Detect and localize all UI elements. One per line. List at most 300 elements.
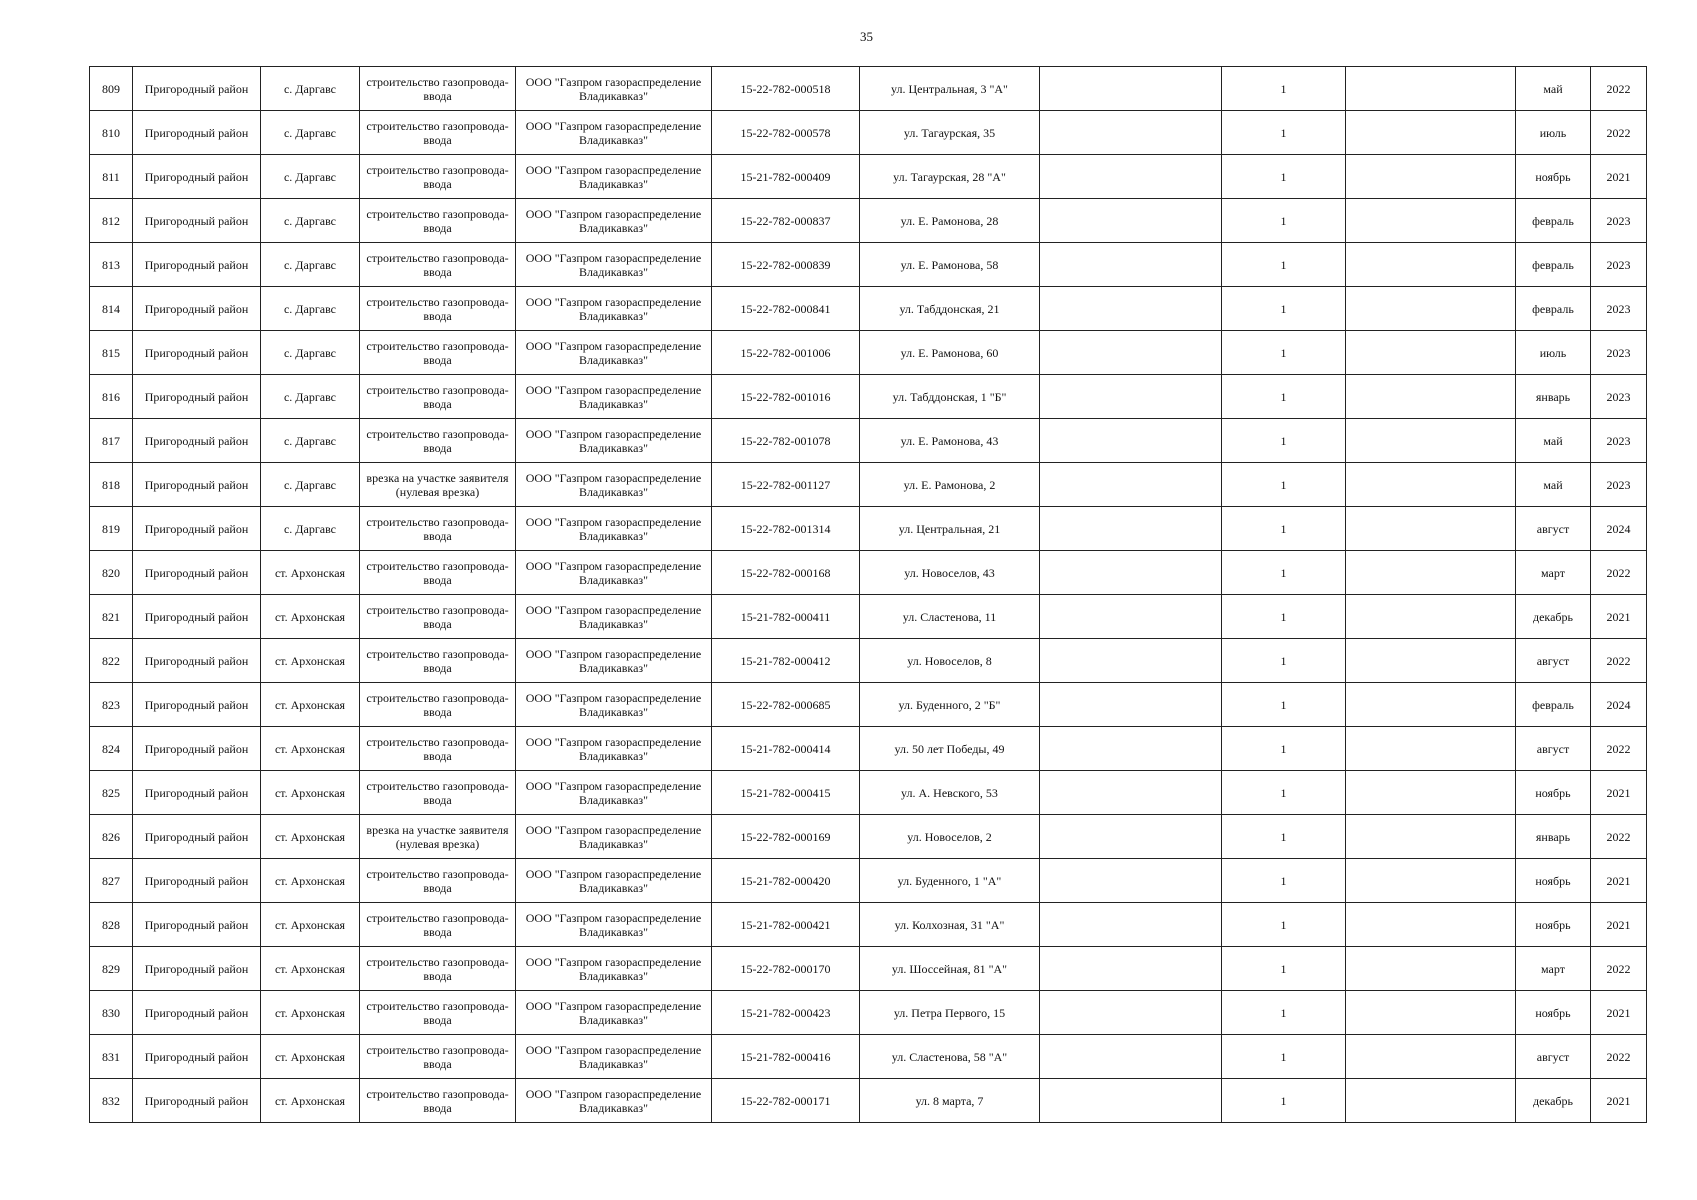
month-cell: ноябрь [1516, 859, 1591, 903]
row-number-cell: 831 [90, 1035, 133, 1079]
quantity-cell: 1 [1222, 287, 1346, 331]
page-number: 35 [860, 29, 873, 44]
work-type-cell: строительство газопровода-ввода [360, 639, 516, 683]
table-row [90, 375, 1647, 419]
work-type-cell: строительство газопровода-ввода [360, 287, 516, 331]
table-row [90, 67, 1647, 111]
row-number-cell: 818 [90, 463, 133, 507]
quantity-cell: 1 [1222, 199, 1346, 243]
empty-cell [1346, 243, 1516, 287]
request-code-cell: 15-22-782-000685 [712, 683, 860, 727]
settlement-cell: с. Даргавс [261, 419, 360, 463]
organization-cell: ООО "Газпром газораспределение Владикавказ" [516, 859, 712, 903]
table-row [90, 815, 1647, 859]
table-body [90, 67, 1647, 1123]
month-cell: март [1516, 551, 1591, 595]
district-cell: Пригородный район [133, 815, 261, 859]
month-cell: август [1516, 1035, 1591, 1079]
empty-cell [1346, 683, 1516, 727]
gasification-table [89, 66, 1647, 1123]
work-type-cell: строительство газопровода-ввода [360, 595, 516, 639]
table-row [90, 1035, 1647, 1079]
address-cell: ул. Петра Первого, 15 [860, 991, 1040, 1035]
settlement-cell: с. Даргавс [261, 331, 360, 375]
quantity-cell: 1 [1222, 507, 1346, 551]
work-type-cell: строительство газопровода-ввода [360, 331, 516, 375]
month-cell: июль [1516, 331, 1591, 375]
month-cell: ноябрь [1516, 903, 1591, 947]
empty-cell [1346, 771, 1516, 815]
row-number-cell: 813 [90, 243, 133, 287]
request-code-cell: 15-21-782-000415 [712, 771, 860, 815]
table-row [90, 771, 1647, 815]
work-type-cell: строительство газопровода-ввода [360, 199, 516, 243]
row-number-cell: 826 [90, 815, 133, 859]
organization-cell: ООО "Газпром газораспределение Владикавказ" [516, 771, 712, 815]
empty-cell [1346, 111, 1516, 155]
empty-cell [1346, 815, 1516, 859]
work-type-cell: строительство газопровода-ввода [360, 859, 516, 903]
empty-cell [1346, 551, 1516, 595]
quantity-cell: 1 [1222, 947, 1346, 991]
quantity-cell: 1 [1222, 155, 1346, 199]
empty-cell [1346, 991, 1516, 1035]
settlement-cell: с. Даргавс [261, 463, 360, 507]
work-type-cell: строительство газопровода-ввода [360, 727, 516, 771]
district-cell: Пригородный район [133, 331, 261, 375]
address-cell: ул. Шоссейная, 81 "А" [860, 947, 1040, 991]
address-cell: ул. Новоселов, 8 [860, 639, 1040, 683]
quantity-cell: 1 [1222, 243, 1346, 287]
district-cell: Пригородный район [133, 639, 261, 683]
settlement-cell: ст. Архонская [261, 815, 360, 859]
work-type-cell: строительство газопровода-ввода [360, 771, 516, 815]
empty-cell [1346, 419, 1516, 463]
empty-cell [1346, 639, 1516, 683]
empty-cell [1040, 551, 1222, 595]
year-cell: 2021 [1591, 1079, 1647, 1123]
empty-cell [1040, 859, 1222, 903]
row-number-cell: 815 [90, 331, 133, 375]
month-cell: август [1516, 507, 1591, 551]
row-number-cell: 814 [90, 287, 133, 331]
year-cell: 2023 [1591, 375, 1647, 419]
district-cell: Пригородный район [133, 199, 261, 243]
district-cell: Пригородный район [133, 155, 261, 199]
table-row [90, 551, 1647, 595]
empty-cell [1040, 199, 1222, 243]
quantity-cell: 1 [1222, 111, 1346, 155]
request-code-cell: 15-22-782-000837 [712, 199, 860, 243]
row-number-cell: 816 [90, 375, 133, 419]
year-cell: 2021 [1591, 903, 1647, 947]
address-cell: ул. Буденного, 2 "Б" [860, 683, 1040, 727]
address-cell: ул. 50 лет Победы, 49 [860, 727, 1040, 771]
table-row [90, 111, 1647, 155]
work-type-cell: строительство газопровода-ввода [360, 507, 516, 551]
request-code-cell: 15-22-782-000171 [712, 1079, 860, 1123]
request-code-cell: 15-21-782-000411 [712, 595, 860, 639]
month-cell: март [1516, 947, 1591, 991]
organization-cell: ООО "Газпром газораспределение Владикавказ" [516, 199, 712, 243]
empty-cell [1346, 859, 1516, 903]
request-code-cell: 15-22-782-001078 [712, 419, 860, 463]
settlement-cell: с. Даргавс [261, 155, 360, 199]
empty-cell [1040, 991, 1222, 1035]
settlement-cell: ст. Архонская [261, 1035, 360, 1079]
organization-cell: ООО "Газпром газораспределение Владикавказ" [516, 111, 712, 155]
organization-cell: ООО "Газпром газораспределение Владикавказ" [516, 287, 712, 331]
district-cell: Пригородный район [133, 243, 261, 287]
table-row [90, 859, 1647, 903]
settlement-cell: с. Даргавс [261, 111, 360, 155]
year-cell: 2022 [1591, 947, 1647, 991]
settlement-cell: с. Даргавс [261, 375, 360, 419]
address-cell: ул. Е. Рамонова, 28 [860, 199, 1040, 243]
settlement-cell: ст. Архонская [261, 1079, 360, 1123]
organization-cell: ООО "Газпром газораспределение Владикавказ" [516, 595, 712, 639]
table-row [90, 419, 1647, 463]
empty-cell [1040, 67, 1222, 111]
work-type-cell: строительство газопровода-ввода [360, 903, 516, 947]
request-code-cell: 15-21-782-000414 [712, 727, 860, 771]
year-cell: 2022 [1591, 815, 1647, 859]
empty-cell [1040, 595, 1222, 639]
empty-cell [1346, 67, 1516, 111]
organization-cell: ООО "Газпром газораспределение Владикавказ" [516, 815, 712, 859]
quantity-cell: 1 [1222, 551, 1346, 595]
table-row [90, 991, 1647, 1035]
table-row [90, 1079, 1647, 1123]
year-cell: 2023 [1591, 331, 1647, 375]
district-cell: Пригородный район [133, 991, 261, 1035]
month-cell: август [1516, 639, 1591, 683]
organization-cell: ООО "Газпром газораспределение Владикавказ" [516, 991, 712, 1035]
address-cell: ул. Новоселов, 43 [860, 551, 1040, 595]
organization-cell: ООО "Газпром газораспределение Владикавказ" [516, 67, 712, 111]
address-cell: ул. Сластенова, 58 "А" [860, 1035, 1040, 1079]
quantity-cell: 1 [1222, 639, 1346, 683]
year-cell: 2022 [1591, 67, 1647, 111]
district-cell: Пригородный район [133, 595, 261, 639]
row-number-cell: 832 [90, 1079, 133, 1123]
request-code-cell: 15-22-782-001006 [712, 331, 860, 375]
year-cell: 2022 [1591, 111, 1647, 155]
settlement-cell: ст. Архонская [261, 595, 360, 639]
organization-cell: ООО "Газпром газораспределение Владикавказ" [516, 639, 712, 683]
year-cell: 2024 [1591, 683, 1647, 727]
row-number-cell: 827 [90, 859, 133, 903]
year-cell: 2021 [1591, 859, 1647, 903]
table-row [90, 463, 1647, 507]
empty-cell [1346, 375, 1516, 419]
district-cell: Пригородный район [133, 683, 261, 727]
request-code-cell: 15-22-782-001314 [712, 507, 860, 551]
table-row [90, 287, 1647, 331]
empty-cell [1346, 1035, 1516, 1079]
organization-cell: ООО "Газпром газораспределение Владикавказ" [516, 155, 712, 199]
empty-cell [1040, 287, 1222, 331]
address-cell: ул. Центральная, 21 [860, 507, 1040, 551]
work-type-cell: врезка на участке заявителя (нулевая врезка) [360, 463, 516, 507]
request-code-cell: 15-22-782-000518 [712, 67, 860, 111]
month-cell: февраль [1516, 287, 1591, 331]
work-type-cell: строительство газопровода-ввода [360, 243, 516, 287]
organization-cell: ООО "Газпром газораспределение Владикавказ" [516, 947, 712, 991]
district-cell: Пригородный район [133, 1079, 261, 1123]
address-cell: ул. Новоселов, 2 [860, 815, 1040, 859]
empty-cell [1346, 155, 1516, 199]
quantity-cell: 1 [1222, 903, 1346, 947]
empty-cell [1346, 595, 1516, 639]
month-cell: ноябрь [1516, 771, 1591, 815]
row-number-cell: 809 [90, 67, 133, 111]
empty-cell [1040, 1079, 1222, 1123]
year-cell: 2023 [1591, 199, 1647, 243]
quantity-cell: 1 [1222, 727, 1346, 771]
month-cell: июль [1516, 111, 1591, 155]
address-cell: ул. Тагаурская, 35 [860, 111, 1040, 155]
work-type-cell: строительство газопровода-ввода [360, 947, 516, 991]
request-code-cell: 15-22-782-001127 [712, 463, 860, 507]
address-cell: ул. 8 марта, 7 [860, 1079, 1040, 1123]
empty-cell [1040, 903, 1222, 947]
district-cell: Пригородный район [133, 419, 261, 463]
table-row [90, 155, 1647, 199]
work-type-cell: строительство газопровода-ввода [360, 67, 516, 111]
empty-cell [1346, 1079, 1516, 1123]
table-row [90, 595, 1647, 639]
request-code-cell: 15-21-782-000420 [712, 859, 860, 903]
empty-cell [1040, 243, 1222, 287]
month-cell: январь [1516, 375, 1591, 419]
settlement-cell: ст. Архонская [261, 683, 360, 727]
row-number-cell: 817 [90, 419, 133, 463]
row-number-cell: 822 [90, 639, 133, 683]
address-cell: ул. Сластенова, 11 [860, 595, 1040, 639]
request-code-cell: 15-21-782-000409 [712, 155, 860, 199]
empty-cell [1346, 463, 1516, 507]
year-cell: 2021 [1591, 991, 1647, 1035]
quantity-cell: 1 [1222, 375, 1346, 419]
organization-cell: ООО "Газпром газораспределение Владикавказ" [516, 463, 712, 507]
year-cell: 2022 [1591, 1035, 1647, 1079]
quantity-cell: 1 [1222, 67, 1346, 111]
empty-cell [1040, 375, 1222, 419]
table-row [90, 199, 1647, 243]
district-cell: Пригородный район [133, 111, 261, 155]
quantity-cell: 1 [1222, 1035, 1346, 1079]
year-cell: 2021 [1591, 771, 1647, 815]
quantity-cell: 1 [1222, 859, 1346, 903]
row-number-cell: 825 [90, 771, 133, 815]
month-cell: август [1516, 727, 1591, 771]
settlement-cell: с. Даргавс [261, 243, 360, 287]
month-cell: май [1516, 419, 1591, 463]
district-cell: Пригородный район [133, 67, 261, 111]
organization-cell: ООО "Газпром газораспределение Владикавказ" [516, 375, 712, 419]
address-cell: ул. Е. Рамонова, 2 [860, 463, 1040, 507]
address-cell: ул. Табддонская, 1 "Б" [860, 375, 1040, 419]
settlement-cell: ст. Архонская [261, 771, 360, 815]
request-code-cell: 15-21-782-000416 [712, 1035, 860, 1079]
year-cell: 2023 [1591, 287, 1647, 331]
row-number-cell: 819 [90, 507, 133, 551]
quantity-cell: 1 [1222, 463, 1346, 507]
district-cell: Пригородный район [133, 507, 261, 551]
table-row [90, 331, 1647, 375]
table-row [90, 903, 1647, 947]
work-type-cell: строительство газопровода-ввода [360, 111, 516, 155]
district-cell: Пригородный район [133, 771, 261, 815]
month-cell: ноябрь [1516, 991, 1591, 1035]
work-type-cell: строительство газопровода-ввода [360, 991, 516, 1035]
empty-cell [1346, 507, 1516, 551]
row-number-cell: 812 [90, 199, 133, 243]
address-cell: ул. Е. Рамонова, 43 [860, 419, 1040, 463]
work-type-cell: строительство газопровода-ввода [360, 1035, 516, 1079]
table-row [90, 639, 1647, 683]
empty-cell [1040, 111, 1222, 155]
row-number-cell: 829 [90, 947, 133, 991]
district-cell: Пригородный район [133, 463, 261, 507]
address-cell: ул. Колхозная, 31 "А" [860, 903, 1040, 947]
empty-cell [1040, 463, 1222, 507]
quantity-cell: 1 [1222, 419, 1346, 463]
settlement-cell: ст. Архонская [261, 727, 360, 771]
district-cell: Пригородный район [133, 947, 261, 991]
request-code-cell: 15-21-782-000421 [712, 903, 860, 947]
year-cell: 2023 [1591, 419, 1647, 463]
month-cell: февраль [1516, 199, 1591, 243]
district-cell: Пригородный район [133, 551, 261, 595]
empty-cell [1040, 771, 1222, 815]
request-code-cell: 15-22-782-000578 [712, 111, 860, 155]
empty-cell [1346, 287, 1516, 331]
request-code-cell: 15-22-782-000168 [712, 551, 860, 595]
settlement-cell: с. Даргавс [261, 199, 360, 243]
empty-cell [1040, 155, 1222, 199]
row-number-cell: 824 [90, 727, 133, 771]
request-code-cell: 15-22-782-000170 [712, 947, 860, 991]
year-cell: 2021 [1591, 595, 1647, 639]
organization-cell: ООО "Газпром газораспределение Владикавказ" [516, 903, 712, 947]
organization-cell: ООО "Газпром газораспределение Владикавказ" [516, 419, 712, 463]
empty-cell [1040, 683, 1222, 727]
month-cell: декабрь [1516, 1079, 1591, 1123]
month-cell: февраль [1516, 683, 1591, 727]
month-cell: январь [1516, 815, 1591, 859]
table-row [90, 683, 1647, 727]
address-cell: ул. А. Невского, 53 [860, 771, 1040, 815]
address-cell: ул. Табддонская, 21 [860, 287, 1040, 331]
empty-cell [1040, 1035, 1222, 1079]
empty-cell [1040, 419, 1222, 463]
settlement-cell: с. Даргавс [261, 507, 360, 551]
organization-cell: ООО "Газпром газораспределение Владикавказ" [516, 1035, 712, 1079]
quantity-cell: 1 [1222, 771, 1346, 815]
quantity-cell: 1 [1222, 991, 1346, 1035]
quantity-cell: 1 [1222, 595, 1346, 639]
empty-cell [1040, 815, 1222, 859]
year-cell: 2022 [1591, 639, 1647, 683]
settlement-cell: ст. Архонская [261, 639, 360, 683]
empty-cell [1346, 331, 1516, 375]
month-cell: май [1516, 67, 1591, 111]
table-row [90, 727, 1647, 771]
request-code-cell: 15-22-782-000841 [712, 287, 860, 331]
year-cell: 2021 [1591, 155, 1647, 199]
address-cell: ул. Тагаурская, 28 "А" [860, 155, 1040, 199]
row-number-cell: 830 [90, 991, 133, 1035]
year-cell: 2023 [1591, 243, 1647, 287]
settlement-cell: с. Даргавс [261, 287, 360, 331]
year-cell: 2023 [1591, 463, 1647, 507]
address-cell: ул. Центральная, 3 "А" [860, 67, 1040, 111]
empty-cell [1040, 639, 1222, 683]
quantity-cell: 1 [1222, 683, 1346, 727]
empty-cell [1040, 507, 1222, 551]
empty-cell [1346, 199, 1516, 243]
row-number-cell: 820 [90, 551, 133, 595]
organization-cell: ООО "Газпром газораспределение Владикавказ" [516, 683, 712, 727]
settlement-cell: ст. Архонская [261, 551, 360, 595]
row-number-cell: 821 [90, 595, 133, 639]
address-cell: ул. Е. Рамонова, 60 [860, 331, 1040, 375]
work-type-cell: строительство газопровода-ввода [360, 551, 516, 595]
empty-cell [1346, 903, 1516, 947]
settlement-cell: ст. Архонская [261, 903, 360, 947]
work-type-cell: врезка на участке заявителя (нулевая врезка) [360, 815, 516, 859]
row-number-cell: 823 [90, 683, 133, 727]
request-code-cell: 15-22-782-001016 [712, 375, 860, 419]
year-cell: 2024 [1591, 507, 1647, 551]
organization-cell: ООО "Газпром газораспределение Владикавказ" [516, 551, 712, 595]
district-cell: Пригородный район [133, 375, 261, 419]
request-code-cell: 15-22-782-000169 [712, 815, 860, 859]
year-cell: 2022 [1591, 727, 1647, 771]
request-code-cell: 15-22-782-000839 [712, 243, 860, 287]
month-cell: ноябрь [1516, 155, 1591, 199]
organization-cell: ООО "Газпром газораспределение Владикавказ" [516, 331, 712, 375]
empty-cell [1346, 727, 1516, 771]
row-number-cell: 811 [90, 155, 133, 199]
month-cell: февраль [1516, 243, 1591, 287]
work-type-cell: строительство газопровода-ввода [360, 375, 516, 419]
settlement-cell: с. Даргавс [261, 67, 360, 111]
work-type-cell: строительство газопровода-ввода [360, 419, 516, 463]
work-type-cell: строительство газопровода-ввода [360, 683, 516, 727]
quantity-cell: 1 [1222, 331, 1346, 375]
settlement-cell: ст. Архонская [261, 991, 360, 1035]
district-cell: Пригородный район [133, 1035, 261, 1079]
quantity-cell: 1 [1222, 1079, 1346, 1123]
row-number-cell: 828 [90, 903, 133, 947]
organization-cell: ООО "Газпром газораспределение Владикавказ" [516, 243, 712, 287]
district-cell: Пригородный район [133, 859, 261, 903]
organization-cell: ООО "Газпром газораспределение Владикавказ" [516, 727, 712, 771]
settlement-cell: ст. Архонская [261, 947, 360, 991]
empty-cell [1346, 947, 1516, 991]
work-type-cell: строительство газопровода-ввода [360, 155, 516, 199]
district-cell: Пригородный район [133, 903, 261, 947]
empty-cell [1040, 331, 1222, 375]
settlement-cell: ст. Архонская [261, 859, 360, 903]
district-cell: Пригородный район [133, 287, 261, 331]
quantity-cell: 1 [1222, 815, 1346, 859]
empty-cell [1040, 947, 1222, 991]
month-cell: декабрь [1516, 595, 1591, 639]
